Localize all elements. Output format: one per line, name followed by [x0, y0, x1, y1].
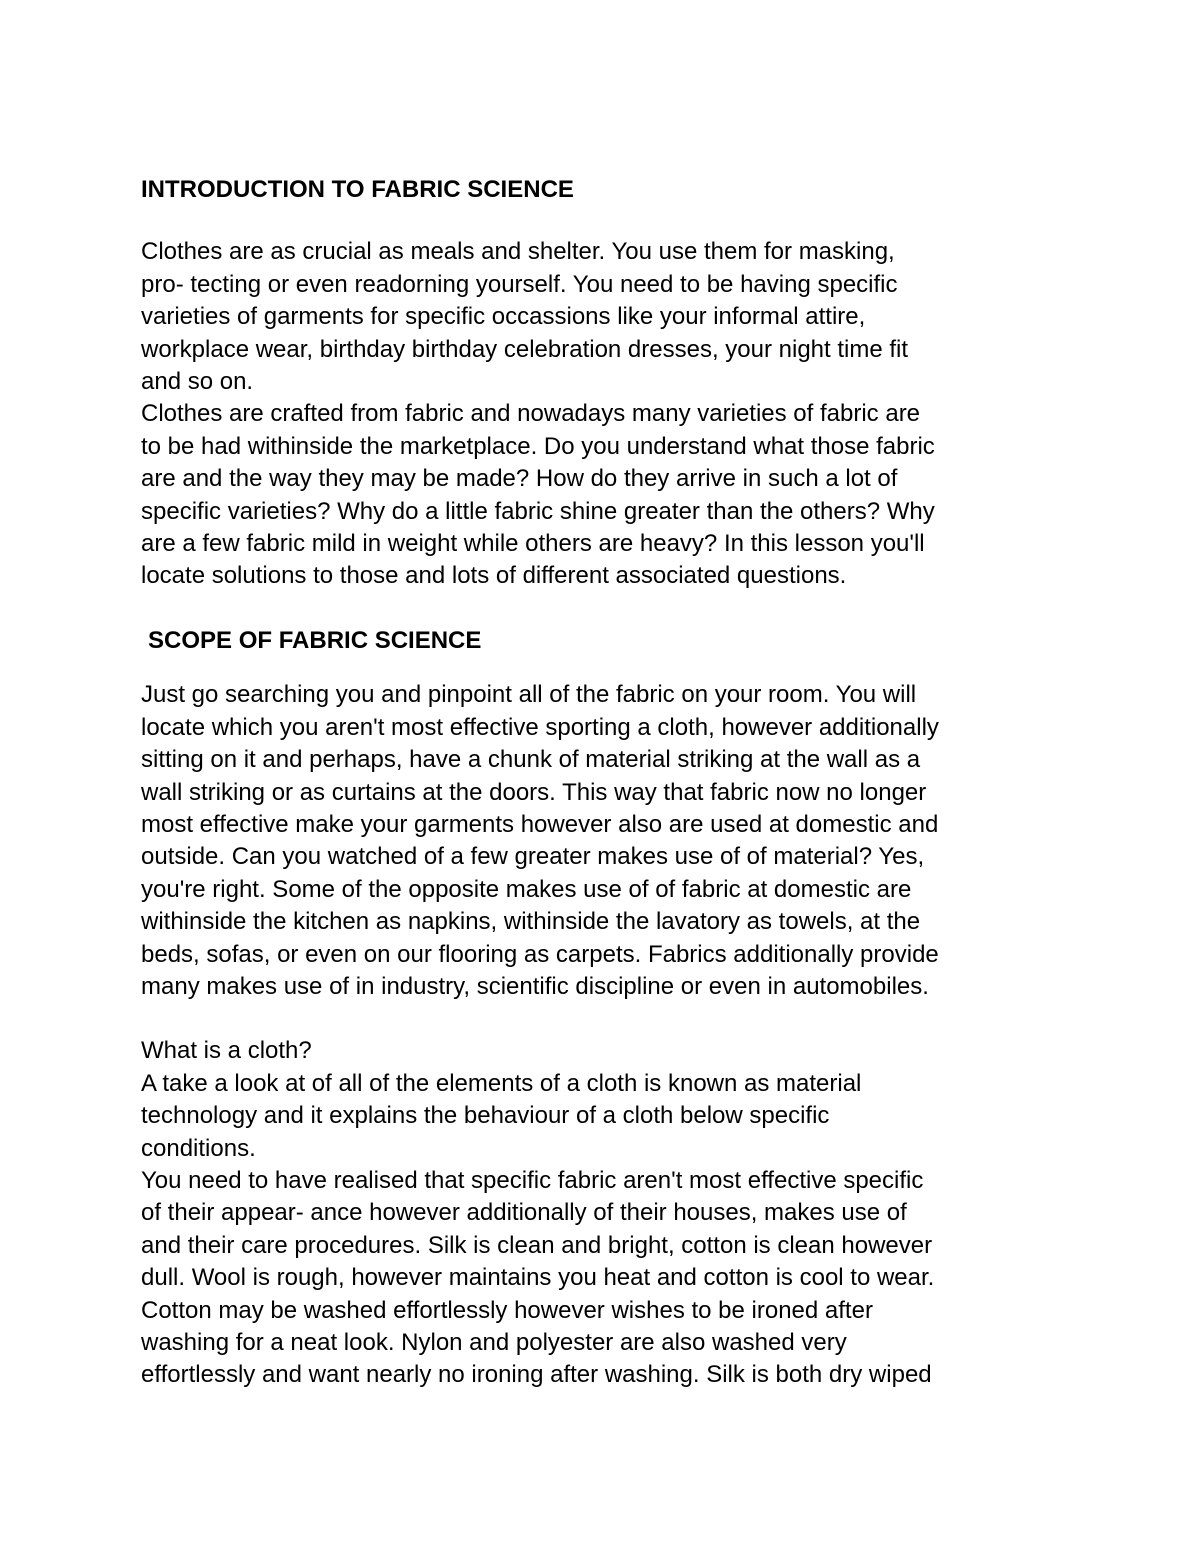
- intro-paragraphs: [141, 236, 1061, 592]
- heading-scope: SCOPE OF FABRIC SCIENCE: [148, 626, 482, 654]
- text-line: A take a look at of all of the elements of a cloth is known as material: [141, 1069, 862, 1097]
- document-page: [141, 172, 1061, 1392]
- text-line: withinside the kitchen as napkins, withinside the lavatory as towels, at the: [141, 908, 921, 936]
- text-line: conditions.: [141, 1134, 256, 1162]
- text-line: effortlessly and want nearly no ironing after washing. Silk is both dry wiped: [141, 1361, 932, 1389]
- text-line: technology and it explains the behaviour of a cloth below specific: [141, 1102, 830, 1130]
- scope-paragraph: [141, 679, 1061, 1003]
- text-line: beds, sofas, or even on our flooring as carpets. Fabrics additionally provide: [141, 940, 939, 968]
- text-line: most effective make your garments however also are used at domestic and: [141, 810, 939, 838]
- text-line: outside. Can you watched of a few greater makes use of of material? Yes,: [141, 843, 925, 871]
- text-line: pro- tecting or even readorning yourself. You need to be having specific: [141, 270, 898, 298]
- text-line: dull. Wool is rough, however maintains you heat and cotton is cool to wear.: [141, 1264, 935, 1292]
- text-line: varieties of garments for specific occassions like your informal attire,: [141, 303, 866, 331]
- text-line: washing for a neat look. Nylon and polyester are also washed very: [141, 1329, 847, 1356]
- text-line: to be had withinside the marketplace. Do you understand what those fabric: [141, 432, 935, 460]
- text-line: are a few fabric mild in weight while others are heavy? In this lesson you'll: [141, 530, 925, 558]
- text-line: wall striking or as curtains at the doors. This way that fabric now no longer: [141, 778, 927, 806]
- text-line: you're right. Some of the opposite makes use of of fabric at domestic are: [141, 875, 912, 903]
- text-line: You need to have realised that specific fabric aren't most effective specific: [141, 1166, 924, 1194]
- text-line: are and the way they may be made? How do they arrive in such a lot of: [141, 465, 898, 493]
- text-line: many makes use of in industry, scientific discipline or even in automobiles.: [141, 972, 929, 1000]
- text-line: locate which you aren't most effective sporting a cloth, however additionally: [141, 713, 939, 741]
- text-line: and their care procedures. Silk is clean and bright, cotton is clean however: [141, 1231, 933, 1259]
- text-line: of their appear- ance however additionally of their houses, makes use of: [141, 1199, 907, 1227]
- text-line: and so on.: [141, 368, 254, 396]
- text-line: specific varieties? Why do a little fabric shine greater than the others? Why: [141, 497, 935, 525]
- cloth-paragraphs: [141, 1035, 1061, 1391]
- text-line: locate solutions to those and lots of different associated questions.: [141, 562, 847, 590]
- paragraph-gap: [141, 1003, 1061, 1035]
- text-line: Just go searching you and pinpoint all of the fabric on your room. You will: [141, 681, 917, 709]
- text-line: Clothes are as crucial as meals and shelter. You use them for masking,: [141, 238, 895, 266]
- text-line: sitting on it and perhaps, have a chunk of material striking at the wall as a: [141, 746, 921, 774]
- text-line: Cotton may be washed effortlessly however wishes to be ironed after: [141, 1296, 873, 1324]
- text-line: Clothes are crafted from fabric and nowadays many varieties of fabric are: [141, 400, 921, 428]
- text-line: workplace wear, birthday birthday celebration dresses, your night time fit: [141, 335, 909, 363]
- text-line: What is a cloth?: [141, 1037, 312, 1065]
- heading-introduction: INTRODUCTION TO FABRIC SCIENCE: [141, 176, 574, 203]
